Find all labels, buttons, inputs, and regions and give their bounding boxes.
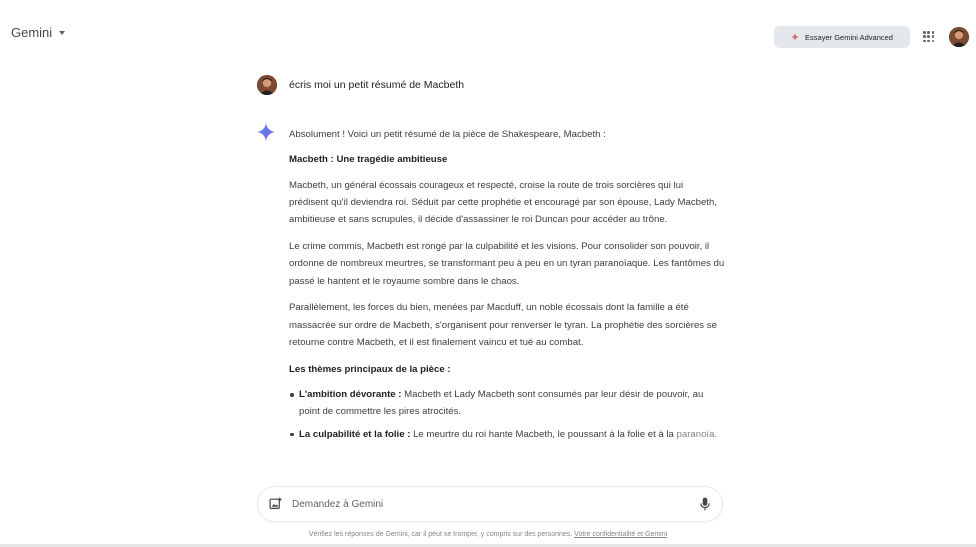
try-advanced-label: Essayer Gemini Advanced	[805, 32, 893, 42]
disclaimer	[0, 531, 976, 538]
list-item	[299, 386, 725, 421]
themes-heading: Les thèmes principaux de la pièce :	[289, 363, 451, 375]
themes-list	[289, 386, 725, 443]
apps-grid-icon[interactable]	[923, 31, 935, 43]
theme-title: La culpabilité et la folie :	[299, 428, 411, 440]
account-avatar[interactable]	[949, 27, 969, 47]
microphone-icon[interactable]	[699, 497, 711, 511]
try-advanced-button[interactable]	[774, 26, 910, 48]
gemini-response	[289, 126, 725, 448]
prompt-input[interactable]	[292, 497, 672, 511]
privacy-link[interactable]: Votre confidentialité et Gemini	[574, 531, 668, 538]
response-heading: Macbeth : Une tragédie ambitieuse	[289, 154, 448, 166]
response-paragraph: Le crime commis, Macbeth est rongé par la culpabilité et les visions. Pour consolider son pouvoir, il ordonne de nombreux meurtres, se transformant peu à peu en un tyran paranoïaque. Les fantômes du passé le hantent et le royaume sombre dans le chaos.	[289, 240, 725, 287]
response-intro: Absolument ! Voici un petit résumé de la pièce de Shakespeare, Macbeth :	[289, 129, 606, 140]
top-bar	[0, 0, 976, 66]
response-paragraph: Macbeth, un général écossais courageux et respecté, croise la route de trois sorcières qui lui prédisent qu'il deviendra roi. Séduit par cette prophétie et encouragé par son épouse, Lady Macbeth, ambitieuse et sans scrupules, il décide d'assassiner le roi Duncan pour accéder au trône.	[289, 179, 717, 226]
prompt-bar	[258, 487, 722, 521]
user-prompt-text: écris moi un petit résumé de Macbeth	[289, 79, 465, 91]
gemini-sparkle-icon	[256, 122, 276, 142]
add-image-icon[interactable]	[269, 497, 282, 510]
theme-text: Macbeth et Lady Macbeth sont consumés par leur désir de pouvoir, au point de commettre les pires atrocités.	[299, 389, 704, 418]
theme-title: L'ambition dévorante :	[299, 389, 402, 401]
brand-label: Gemini	[11, 25, 53, 40]
disclaimer-text: Vérifiez les réponses de Gemini, car il peut se tromper, y compris sur des personnes.	[308, 531, 575, 538]
caret-down-icon	[59, 31, 65, 35]
model-selector[interactable]	[11, 25, 65, 40]
response-paragraph: Parallèlement, les forces du bien, menées par Macduff, un noble écossais dont la famille a été massacrée sur ordre de Macbeth, s'organisent pour renverser le tyran. La prophétie des sorcières se retourne contre Macbeth, et il est finalement vaincu et tué au combat.	[289, 302, 717, 348]
user-avatar	[257, 75, 277, 95]
list-item	[299, 426, 725, 443]
sparkle-icon	[791, 33, 799, 41]
theme-text: Le meurtre du roi hante Macbeth, le poussant à la folie et à la	[410, 428, 677, 440]
theme-text-faded: paranoïa.	[676, 428, 718, 440]
